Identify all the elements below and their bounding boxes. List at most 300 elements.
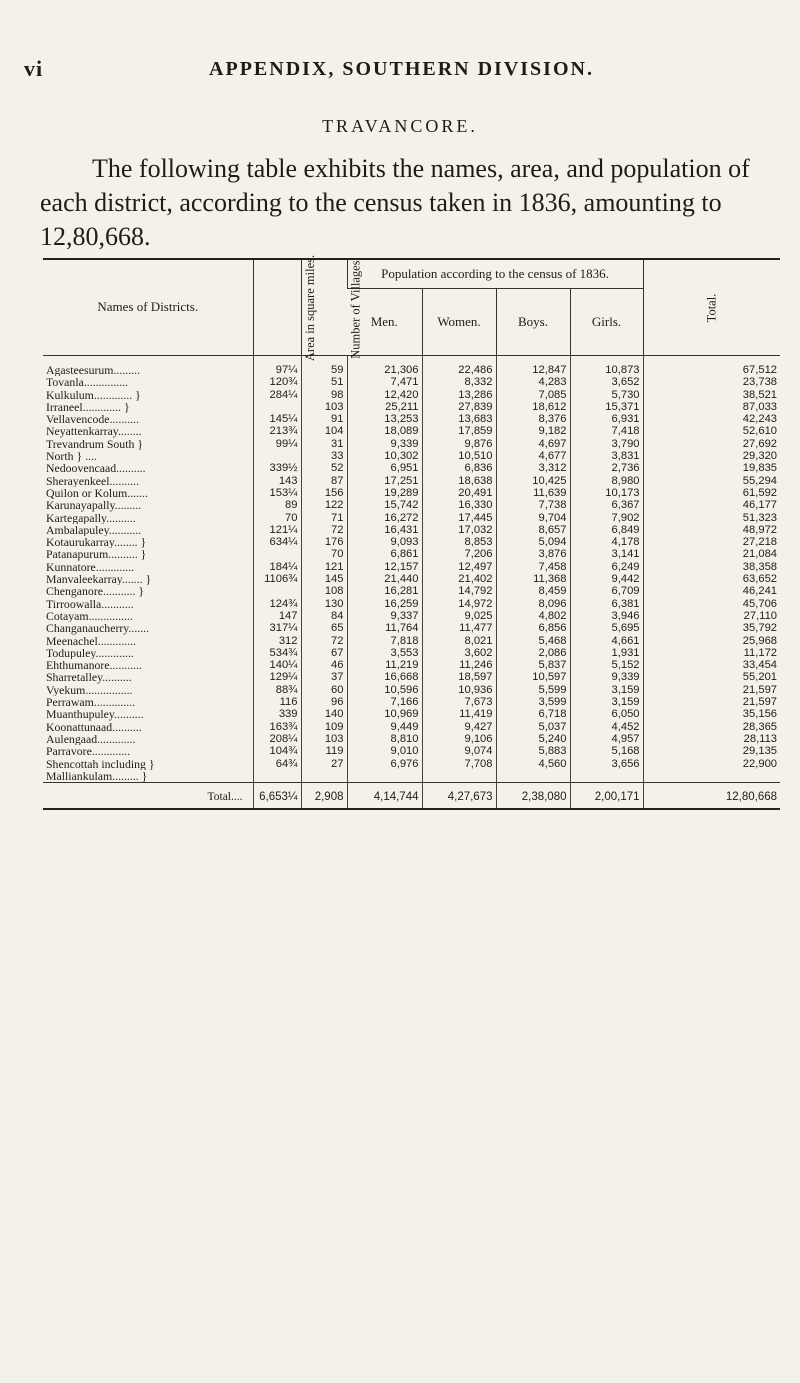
- cell-boys: 9,182: [496, 425, 570, 437]
- table-row: [43, 450, 780, 462]
- cell-men: 10,969: [347, 708, 422, 720]
- cell-girls: 3,159: [570, 684, 643, 696]
- cell-area: [253, 770, 301, 783]
- table-row: [43, 659, 780, 671]
- cell-boys: 3,312: [496, 462, 570, 474]
- cell-women: 10,510: [422, 450, 496, 462]
- cell-villages: 71: [301, 512, 347, 524]
- cell-women: 27,839: [422, 401, 496, 413]
- population-table-wrap: [43, 254, 780, 810]
- total-area: 6,653¼: [253, 783, 301, 810]
- cell-women: 8,021: [422, 635, 496, 647]
- cell-total: 55,294: [643, 475, 780, 487]
- header-names: Names of Districts.: [43, 259, 253, 356]
- cell-villages: 91: [301, 413, 347, 425]
- cell-women: 17,032: [422, 524, 496, 536]
- cell-villages: 103: [301, 733, 347, 745]
- cell-women: 7,673: [422, 696, 496, 708]
- cell-girls: 5,730: [570, 389, 643, 401]
- cell-men: 3,553: [347, 647, 422, 659]
- cell-name: North } ....: [46, 450, 97, 463]
- cell-name: Perrawam..............: [46, 696, 136, 709]
- cell-name: Agasteesurum.........: [46, 363, 141, 377]
- cell-total: 28,113: [643, 733, 780, 745]
- cell-total: 45,706: [643, 598, 780, 610]
- cell-girls: 3,946: [570, 610, 643, 622]
- cell-boys: 8,459: [496, 585, 570, 597]
- cell-name: Ambalapuley...........: [46, 523, 142, 537]
- table-row: [43, 708, 780, 720]
- cell-men: 21,306: [347, 356, 422, 377]
- cell-women: 22,486: [422, 356, 496, 377]
- cell-area: 163¾: [253, 721, 301, 733]
- cell-boys: 11,639: [496, 487, 570, 499]
- cell-name: Tirroowalla...........: [46, 597, 134, 610]
- cell-women: 7,206: [422, 548, 496, 560]
- cell-men: 11,219: [347, 659, 422, 671]
- table-row: [43, 721, 780, 733]
- header-men: Men.: [347, 289, 422, 356]
- cell-boys: 5,468: [496, 635, 570, 647]
- cell-area: 312: [253, 635, 301, 647]
- cell-women: 11,419: [422, 708, 496, 720]
- table-row: [43, 696, 780, 708]
- cell-name: Parravore.............: [46, 745, 131, 758]
- table-row: [43, 585, 780, 597]
- cell-villages: 70: [301, 548, 347, 560]
- cell-girls: 6,381: [570, 598, 643, 610]
- cell-boys: [496, 770, 570, 783]
- cell-boys: 4,802: [496, 610, 570, 622]
- table-row: [43, 524, 780, 536]
- table-row: [43, 745, 780, 757]
- cell-boys: 8,657: [496, 524, 570, 536]
- cell-girls: 5,152: [570, 659, 643, 671]
- cell-villages: 122: [301, 499, 347, 511]
- cell-men: 12,157: [347, 561, 422, 573]
- cell-total: 28,365: [643, 721, 780, 733]
- cell-women: 12,497: [422, 561, 496, 573]
- table-row: [43, 758, 780, 770]
- cell-girls: 5,168: [570, 745, 643, 757]
- cell-villages: 121: [301, 561, 347, 573]
- cell-girls: 9,339: [570, 671, 643, 683]
- cell-name: Muanthupuley..........: [46, 708, 144, 721]
- cell-area: 339½: [253, 462, 301, 474]
- cell-boys: 11,368: [496, 573, 570, 585]
- cell-name: Kulkulum............. }: [46, 388, 141, 401]
- cell-villages: 72: [301, 524, 347, 536]
- cell-total: 29,135: [643, 745, 780, 757]
- cell-women: 9,427: [422, 721, 496, 733]
- table-row: [43, 487, 780, 499]
- cell-area: 124¾: [253, 598, 301, 610]
- cell-villages: 46: [301, 659, 347, 671]
- cell-name: Aulengaad.............: [46, 732, 136, 746]
- cell-villages: 109: [301, 721, 347, 733]
- cell-women: 9,074: [422, 745, 496, 757]
- cell-name: Tovanla...............: [46, 376, 129, 389]
- cell-villages: 84: [301, 610, 347, 622]
- cell-villages: 67: [301, 647, 347, 659]
- cell-women: 11,477: [422, 622, 496, 634]
- cell-villages: 87: [301, 475, 347, 487]
- cell-girls: [570, 770, 643, 783]
- cell-villages: 156: [301, 487, 347, 499]
- header-girls: Girls.: [570, 289, 643, 356]
- cell-men: 18,089: [347, 425, 422, 437]
- cell-girls: 10,873: [570, 356, 643, 377]
- table-row: [43, 561, 780, 573]
- cell-name: Sharretalley..........: [46, 671, 132, 684]
- table-row: [43, 425, 780, 437]
- cell-villages: 140: [301, 708, 347, 720]
- cell-men: 17,251: [347, 475, 422, 487]
- cell-area: 534¾: [253, 647, 301, 659]
- table-row: [43, 475, 780, 487]
- cell-total: 33,454: [643, 659, 780, 671]
- cell-total: 21,084: [643, 548, 780, 560]
- cell-area: 184¼: [253, 561, 301, 573]
- cell-boys: 8,096: [496, 598, 570, 610]
- cell-area: 208¼: [253, 733, 301, 745]
- cell-women: 14,792: [422, 585, 496, 597]
- cell-men: 16,259: [347, 598, 422, 610]
- total-villages: 2,908: [301, 783, 347, 810]
- cell-women: [422, 770, 496, 783]
- table-row: [43, 438, 780, 450]
- cell-men: 10,302: [347, 450, 422, 462]
- cell-men: 16,272: [347, 512, 422, 524]
- cell-villages: 27: [301, 758, 347, 770]
- table-body: [43, 356, 780, 783]
- cell-girls: 6,249: [570, 561, 643, 573]
- cell-name: Changanaucherry.......: [46, 622, 150, 635]
- total-total: 12,80,668: [643, 783, 780, 810]
- cell-area: 120¾: [253, 376, 301, 388]
- cell-total: 22,900: [643, 758, 780, 770]
- cell-total: 87,033: [643, 401, 780, 413]
- cell-villages: 176: [301, 536, 347, 548]
- cell-total: 21,597: [643, 696, 780, 708]
- cell-area: 147: [253, 610, 301, 622]
- cell-women: 14,972: [422, 598, 496, 610]
- cell-villages: 108: [301, 585, 347, 597]
- cell-name: Kartegapally..........: [46, 511, 136, 524]
- cell-name: Neyattenkarray........: [46, 425, 142, 438]
- cell-girls: 4,452: [570, 721, 643, 733]
- cell-boys: 5,883: [496, 745, 570, 757]
- cell-villages: 51: [301, 376, 347, 388]
- cell-villages: 37: [301, 671, 347, 683]
- table-row: [43, 598, 780, 610]
- cell-total: 51,323: [643, 512, 780, 524]
- cell-women: 9,025: [422, 610, 496, 622]
- cell-villages: 96: [301, 696, 347, 708]
- header-area-label: Area in square miles.: [302, 254, 317, 361]
- table-row: [43, 733, 780, 745]
- cell-name: Manvaleekarray....... }: [46, 573, 152, 586]
- cell-total: [643, 770, 780, 783]
- cell-men: 6,861: [347, 548, 422, 560]
- cell-women: 21,402: [422, 573, 496, 585]
- cell-total: 38,521: [643, 389, 780, 401]
- cell-men: 11,764: [347, 622, 422, 634]
- cell-total: 21,597: [643, 684, 780, 696]
- cell-villages: [301, 770, 347, 783]
- cell-total: 52,610: [643, 425, 780, 437]
- cell-women: 11,246: [422, 659, 496, 671]
- cell-total: 63,652: [643, 573, 780, 585]
- header-total: [643, 259, 780, 356]
- cell-boys: 10,597: [496, 671, 570, 683]
- cell-women: 20,491: [422, 487, 496, 499]
- cell-villages: 104: [301, 425, 347, 437]
- cell-villages: 119: [301, 745, 347, 757]
- cell-boys: 8,376: [496, 413, 570, 425]
- total-men: 4,14,744: [347, 783, 422, 810]
- cell-total: 48,972: [643, 524, 780, 536]
- cell-area: 64¾: [253, 758, 301, 770]
- cell-girls: 6,050: [570, 708, 643, 720]
- cell-area: [253, 548, 301, 560]
- cell-area: 213¾: [253, 425, 301, 437]
- cell-women: 6,836: [422, 462, 496, 474]
- cell-men: 9,093: [347, 536, 422, 548]
- header-area: [253, 254, 317, 361]
- cell-total: 55,201: [643, 671, 780, 683]
- cell-women: 9,876: [422, 438, 496, 450]
- cell-women: 13,683: [422, 413, 496, 425]
- cell-area: [253, 450, 301, 462]
- cell-boys: 7,085: [496, 389, 570, 401]
- cell-area: 634¼: [253, 536, 301, 548]
- cell-area: 284¼: [253, 389, 301, 401]
- cell-total: 29,320: [643, 450, 780, 462]
- cell-name: Trevandrum South }: [46, 437, 143, 451]
- cell-men: 8,810: [347, 733, 422, 745]
- table-row: [43, 671, 780, 683]
- cell-boys: 4,697: [496, 438, 570, 450]
- cell-girls: 3,141: [570, 548, 643, 560]
- cell-boys: 5,837: [496, 659, 570, 671]
- cell-villages: 145: [301, 573, 347, 585]
- cell-women: 10,936: [422, 684, 496, 696]
- cell-girls: 3,159: [570, 696, 643, 708]
- cell-villages: 60: [301, 684, 347, 696]
- cell-men: 13,253: [347, 413, 422, 425]
- cell-name: Meenachel.............: [46, 634, 137, 647]
- cell-area: 145¼: [253, 413, 301, 425]
- header-population-group: Population according to the census of 1836.: [347, 259, 643, 289]
- cell-area: 1106¾: [253, 573, 301, 585]
- cell-men: 9,010: [347, 745, 422, 757]
- cell-girls: 6,931: [570, 413, 643, 425]
- cell-girls: 6,849: [570, 524, 643, 536]
- cell-men: 19,289: [347, 487, 422, 499]
- running-head: [24, 56, 779, 86]
- page-number: vi: [24, 56, 44, 81]
- cell-women: 8,853: [422, 536, 496, 548]
- header-women: Women.: [422, 289, 496, 356]
- header-villages-label: Number of Villages.: [348, 256, 363, 359]
- cell-boys: 12,847: [496, 356, 570, 377]
- cell-area: 99¼: [253, 438, 301, 450]
- cell-total: 42,243: [643, 413, 780, 425]
- cell-boys: 6,718: [496, 708, 570, 720]
- table-row: [43, 647, 780, 659]
- cell-girls: 7,418: [570, 425, 643, 437]
- cell-area: 317¼: [253, 622, 301, 634]
- cell-boys: 18,612: [496, 401, 570, 413]
- cell-men: 16,281: [347, 585, 422, 597]
- cell-men: 6,976: [347, 758, 422, 770]
- cell-girls: 3,652: [570, 376, 643, 388]
- cell-name: Nedoovencaad..........: [46, 462, 146, 475]
- cell-name: Quilon or Kolum.......: [46, 486, 148, 500]
- cell-men: 15,742: [347, 499, 422, 511]
- cell-women: 3,602: [422, 647, 496, 659]
- cell-area: 121¼: [253, 524, 301, 536]
- table-row: [43, 413, 780, 425]
- intro-paragraph: The following table exhibits the names, area, and population of each district, according to the census taken in 1836, amounting to 12,80,668.: [40, 154, 750, 251]
- cell-girls: 1,931: [570, 647, 643, 659]
- cell-total: 27,110: [643, 610, 780, 622]
- cell-boys: 3,876: [496, 548, 570, 560]
- cell-area: [253, 401, 301, 413]
- cell-boys: 7,458: [496, 561, 570, 573]
- cell-total: 23,738: [643, 376, 780, 388]
- total-label: Total....: [43, 783, 253, 810]
- cell-name: Irraneel............. }: [46, 400, 130, 414]
- cell-total: 25,968: [643, 635, 780, 647]
- cell-women: 18,597: [422, 671, 496, 683]
- cell-women: 17,445: [422, 512, 496, 524]
- cell-name: Koonattunaad..........: [46, 720, 142, 733]
- cell-area: 116: [253, 696, 301, 708]
- total-women: 4,27,673: [422, 783, 496, 810]
- cell-total: 46,241: [643, 585, 780, 597]
- cell-men: 9,337: [347, 610, 422, 622]
- cell-villages: 130: [301, 598, 347, 610]
- cell-boys: 3,599: [496, 696, 570, 708]
- cell-boys: 5,094: [496, 536, 570, 548]
- cell-total: 27,218: [643, 536, 780, 548]
- cell-villages: 72: [301, 635, 347, 647]
- header-total-label: Total.: [704, 293, 719, 322]
- cell-area: 97¼: [253, 356, 301, 377]
- cell-girls: 4,178: [570, 536, 643, 548]
- cell-boys: 4,560: [496, 758, 570, 770]
- cell-total: 27,692: [643, 438, 780, 450]
- cell-villages: 33: [301, 450, 347, 462]
- cell-men: 10,596: [347, 684, 422, 696]
- cell-men: 12,420: [347, 389, 422, 401]
- cell-villages: 98: [301, 389, 347, 401]
- cell-total: 67,512: [643, 356, 780, 377]
- cell-women: 9,106: [422, 733, 496, 745]
- total-boys: 2,38,080: [496, 783, 570, 810]
- cell-area: 129¼: [253, 671, 301, 683]
- table-row: [43, 401, 780, 413]
- cell-area: 153¼: [253, 487, 301, 499]
- cell-area: 104¾: [253, 745, 301, 757]
- cell-girls: 8,980: [570, 475, 643, 487]
- cell-women: 8,332: [422, 376, 496, 388]
- cell-boys: 5,240: [496, 733, 570, 745]
- cell-girls: 4,957: [570, 733, 643, 745]
- total-girls: 2,00,171: [570, 783, 643, 810]
- cell-total: 61,592: [643, 487, 780, 499]
- cell-women: 17,859: [422, 425, 496, 437]
- cell-name: Vyekum................: [46, 683, 133, 697]
- cell-girls: 7,902: [570, 512, 643, 524]
- cell-total: 19,835: [643, 462, 780, 474]
- cell-boys: 5,599: [496, 684, 570, 696]
- cell-name: Karunayapally.........: [46, 499, 142, 512]
- cell-total: 11,172: [643, 647, 780, 659]
- cell-boys: 2,086: [496, 647, 570, 659]
- cell-girls: 6,709: [570, 585, 643, 597]
- cell-area: 140¼: [253, 659, 301, 671]
- cell-name: Kunnatore.............: [46, 560, 135, 574]
- cell-boys: 5,037: [496, 721, 570, 733]
- header-boys: Boys.: [496, 289, 570, 356]
- cell-name: Ehthumanore...........: [46, 659, 142, 672]
- cell-area: 88¾: [253, 684, 301, 696]
- table-row: [43, 548, 780, 560]
- cell-area: 70: [253, 512, 301, 524]
- cell-girls: 15,371: [570, 401, 643, 413]
- cell-area: [253, 585, 301, 597]
- table-row: [43, 462, 780, 474]
- cell-area: 143: [253, 475, 301, 487]
- cell-name: Patanapurum.......... }: [46, 548, 147, 561]
- cell-girls: 2,736: [570, 462, 643, 474]
- cell-villages: 52: [301, 462, 347, 474]
- cell-girls: 9,442: [570, 573, 643, 585]
- cell-boys: 10,425: [496, 475, 570, 487]
- cell-villages: 103: [301, 401, 347, 413]
- cell-total: 46,177: [643, 499, 780, 511]
- cell-villages: 65: [301, 622, 347, 634]
- cell-girls: 6,367: [570, 499, 643, 511]
- cell-villages: 31: [301, 438, 347, 450]
- cell-women: 7,708: [422, 758, 496, 770]
- cell-total: 35,156: [643, 708, 780, 720]
- cell-boys: 4,283: [496, 376, 570, 388]
- section-title: TRAVANCORE.: [322, 116, 478, 136]
- cell-name: Chenganore........... }: [46, 585, 145, 598]
- table-row: [43, 770, 780, 783]
- running-title: APPENDIX, SOUTHERN DIVISION.: [209, 58, 594, 80]
- cell-boys: 6,856: [496, 622, 570, 634]
- cell-total: 35,792: [643, 622, 780, 634]
- table-row: [43, 512, 780, 524]
- cell-area: 89: [253, 499, 301, 511]
- cell-girls: 5,695: [570, 622, 643, 634]
- cell-boys: 7,738: [496, 499, 570, 511]
- table-row: [43, 573, 780, 585]
- cell-name: Cotayam...............: [46, 609, 133, 623]
- cell-men: 9,339: [347, 438, 422, 450]
- table-row: [43, 389, 780, 401]
- cell-boys: 9,704: [496, 512, 570, 524]
- total-row: [43, 783, 780, 810]
- cell-girls: 3,790: [570, 438, 643, 450]
- cell-villages: 59: [301, 356, 347, 377]
- cell-men: 21,440: [347, 573, 422, 585]
